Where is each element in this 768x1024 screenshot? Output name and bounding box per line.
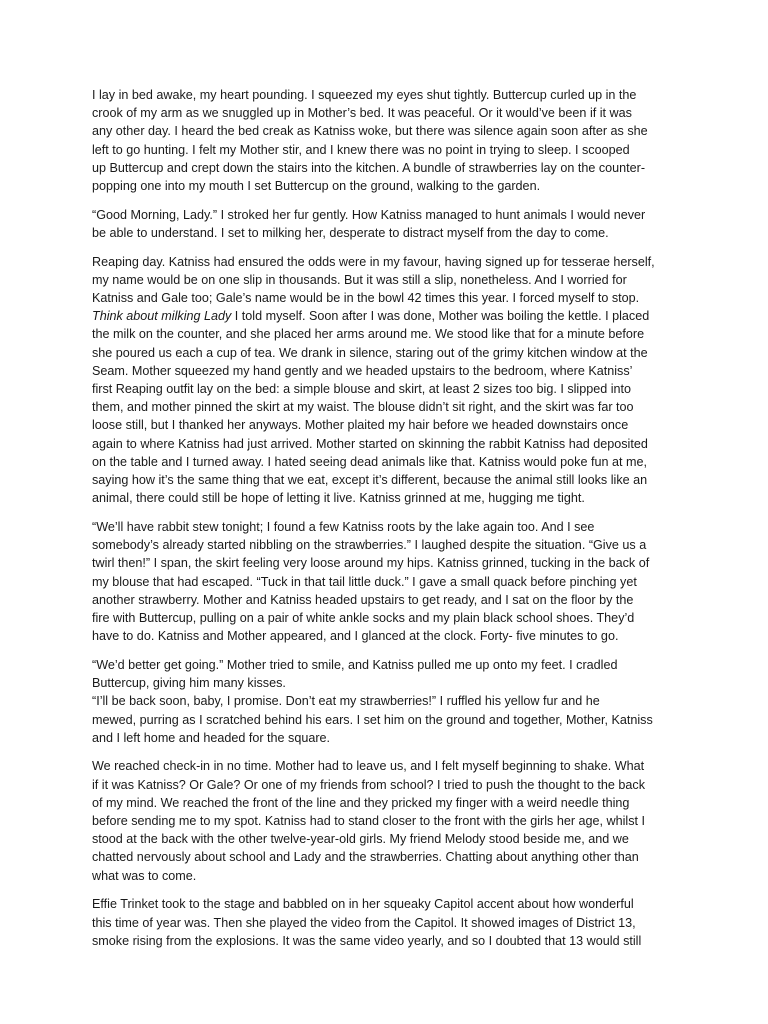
text-line: up Buttercup and crept down the stairs into the kitchen. A bundle of strawberries lay on the counter- <box>92 160 646 175</box>
text-line: Effie Trinket took to the stage and babbled on in her squeaky Capitol accent about how wonderful <box>92 897 634 912</box>
text-line: crook of my arm as we snuggled up in Mother’s bed. It was peaceful. Or it would’ve been if it was <box>92 106 632 121</box>
text-line: stood at the back with the other twelve-year-old girls. My friend Melody stood beside me, and we <box>92 832 629 847</box>
paragraph-7 <box>92 895 682 950</box>
text-line: have to do. Katniss and Mother appeared, and I glanced at the clock. Forty- five minutes to go. <box>92 629 619 644</box>
text-line: smoke rising from the explosions. It was the same video yearly, and so I doubted that 13 would still <box>92 933 642 948</box>
text-line: fire with Buttercup, pulling on a pair of white ankle socks and my plain black school shoes. They’d <box>92 610 635 625</box>
text-line: “I’ll be back soon, baby, I promise. Don’t eat my strawberries!” I ruffled his yellow fur and he <box>92 694 600 709</box>
text-line: saying how it’s the same thing that we eat, except it’s different, because the animal still looks like an <box>92 473 648 488</box>
paragraph-1 <box>92 86 682 195</box>
text-line: of my mind. We reached the front of the line and they pricked my finger with a weird needle thing <box>92 795 630 810</box>
text-line: if it was Katniss? Or Gale? Or one of my friends from school? I tried to push the thought to the back <box>92 777 645 792</box>
text-run: I told myself. Soon after I was done, Mother was boiling the kettle. I placed <box>231 309 650 324</box>
document-body <box>92 86 682 960</box>
text-line <box>92 307 682 325</box>
text-line: “We’d better get going.” Mother tried to smile, and Katniss pulled me up onto my feet. I cradled <box>92 657 618 672</box>
text-line: I lay in bed awake, my heart pounding. I squeezed my eyes shut tightly. Buttercup curled up in the <box>92 88 637 102</box>
text-line: on the table and I turned away. I hated seeing dead animals like that. Katniss would poke fun at me, <box>92 454 647 469</box>
text-line: popping one into my mouth I set Buttercup on the ground, walking to the garden. <box>92 179 541 194</box>
text-line: twirl then!” I span, the skirt feeling very loose around my hips. Katniss grinned, tucking in the back of <box>92 556 650 571</box>
text-line: what was to come. <box>92 868 197 883</box>
text-line: “We’ll have rabbit stew tonight; I found a few Katniss roots by the lake again too. And I see <box>92 519 595 534</box>
text-line: this time of year was. Then she played the video from the Capitol. It showed images of District 13, <box>92 915 636 930</box>
text-line: Reaping day. Katniss had ensured the odds were in my favour, having signed up for tesserae herself, <box>92 254 655 269</box>
text-line: “Good Morning, Lady.” I stroked her fur gently. How Katniss managed to hunt animals I would never <box>92 207 646 222</box>
italic-phrase: Think about milking Lady <box>92 309 232 324</box>
text-line: she poured us each a cup of tea. We drank in silence, staring out of the grimy kitchen window at the <box>92 345 648 360</box>
text-line: be able to understand. I set to milking her, desperate to distract myself from the day to come. <box>92 225 609 240</box>
text-line: the milk on the counter, and she placed her arms around me. We stood like that for a minute before <box>92 327 645 342</box>
text-line: and I left home and headed for the square. <box>92 730 331 745</box>
text-line: somebody’s already started nibbling on the strawberries.” I laughed despite the situation. “Give us a <box>92 538 647 553</box>
paragraph-4 <box>92 518 682 645</box>
text-line: my name would be on one slip in thousands. But it was still a slip, nonetheless. And I worried for <box>92 272 627 287</box>
paragraph-5 <box>92 656 682 747</box>
text-line: loose still, but I thanked her anyways. Mother plaited my hair before we headed downstairs once <box>92 418 629 433</box>
text-line: again to where Katniss had just arrived. Mother started on skinning the rabbit Katniss had deposited <box>92 436 648 451</box>
text-line: Buttercup, giving him many kisses. <box>92 676 286 691</box>
text-line: We reached check-in in no time. Mother had to leave us, and I felt myself beginning to shake. What <box>92 759 645 774</box>
text-line: chatted nervously about school and Lady and the strawberries. Chatting about anything other than <box>92 850 639 865</box>
text-line: another strawberry. Mother and Katniss headed upstairs to get ready, and I sat on the floor by the <box>92 592 634 607</box>
text-line: before sending me to my spot. Katniss had to stand closer to the front with the girls her age, whilst I <box>92 814 646 829</box>
text-line: animal, there could still be hope of letting it live. Katniss grinned at me, hugging me tight. <box>92 491 585 506</box>
text-line: any other day. I heard the bed creak as Katniss woke, but there was silence again soon after as she <box>92 124 648 139</box>
text-line: first Reaping outfit lay on the bed: a simple blouse and skirt, at least 2 sizes too big. I slipped into <box>92 382 632 397</box>
paragraph-2 <box>92 206 682 242</box>
text-line: them, and mother pinned the skirt at my waist. The blouse didn’t sit right, and the skirt was far too <box>92 400 634 415</box>
text-line: mewed, purring as I scratched behind his ears. I set him on the ground and together, Mother, Katniss <box>92 712 653 727</box>
paragraph-6 <box>92 757 682 884</box>
text-line: my blouse that had escaped. “Tuck in that tail little duck.” I gave a small quack before pinching yet <box>92 574 637 589</box>
text-line: Katniss and Gale too; Gale’s name would be in the bowl 42 times this year. I forced myself to stop. <box>92 291 640 306</box>
text-line: Seam. Mother squeezed my hand gently and we headed upstairs to the bedroom, where Katniss’ <box>92 363 633 378</box>
paragraph-3 <box>92 253 682 508</box>
text-line: left to go hunting. I felt my Mother stir, and I knew there was no point in trying to sleep. I scooped <box>92 142 630 157</box>
